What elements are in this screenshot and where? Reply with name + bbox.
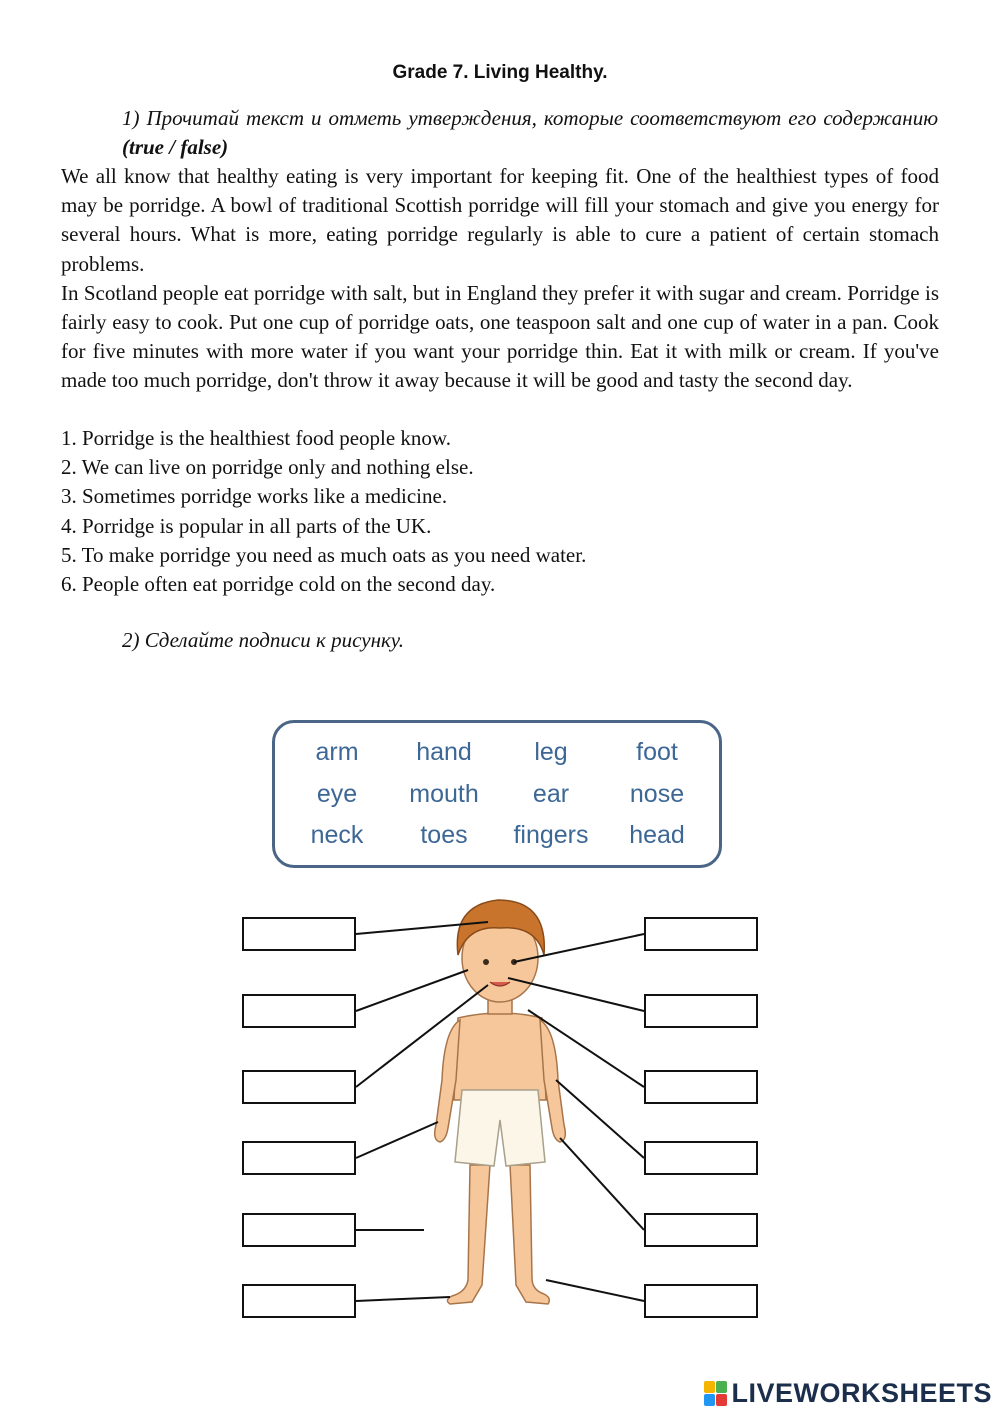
right-leg [510, 1165, 549, 1304]
task2-instruction: 2) Сделайте подписи к рисунку. [122, 628, 405, 652]
word-eye: eye [316, 780, 358, 808]
reading-paragraph-2: In Scotland people eat porridge with salt, but in England they prefer it with sugar and cream. Porridge is fairly easy to cook. Put one cup of porridge oats, one teaspoon salt and one cup of water in a pan. Cook for five minutes with more water if you want your porridge thin. Eat it with milk or cream. If you've made too much porridge, don't throw it away because it will be good and tasty the second day. [61, 280, 939, 393]
task1-instruction [122, 104, 938, 162]
line-left-2 [356, 970, 468, 1011]
statement-1[interactable]: 1. Porridge is the healthiest food people know. [61, 426, 451, 450]
worksheet-title: Grade 7. Living Healthy. [392, 62, 608, 83]
word-leg: leg [534, 738, 568, 766]
answer-box-right-3[interactable] [644, 1070, 758, 1104]
left-eye [483, 959, 489, 965]
answer-box-right-2[interactable] [644, 994, 758, 1028]
line-left-6 [356, 1297, 450, 1301]
word-fingers: fingers [513, 821, 589, 849]
statement-4[interactable]: 4. Porridge is popular in all parts of the UK. [61, 513, 432, 538]
boy-illustration [435, 900, 566, 1304]
statement-6[interactable]: 6. People often eat porridge cold on the second day. [61, 572, 496, 597]
answer-box-left-1[interactable] [242, 917, 356, 951]
liveworksheets-logo-icon [704, 1381, 728, 1407]
answer-box-left-6[interactable] [242, 1284, 356, 1318]
liveworksheets-logo [704, 1378, 992, 1409]
line-right-2 [508, 978, 644, 1011]
statement-5[interactable]: 5. To make porridge you need as much oats as you need water. [61, 542, 587, 567]
statement-2[interactable]: 2. We can live on porridge only and nothing else. [61, 455, 474, 480]
word-ear: ear [532, 780, 570, 808]
line-right-4 [556, 1080, 644, 1158]
word-hand: hand [416, 738, 472, 766]
reading-paragraph-1: We all know that healthy eating is very important for keeping fit. One of the healthiest types of food may be porridge. A bowl of traditional Scottish porridge will fill your stomach and give you energy for several hours. What is more, eating porridge regularly is able to cure a patient of certain stomach problems. [61, 164, 939, 276]
torso [454, 1013, 546, 1100]
answer-box-right-1[interactable] [644, 917, 758, 951]
word-mouth: mouth [409, 780, 479, 808]
task1-instruction-text: 1) Прочитай текст и отметь утверждения, которые соответствуют его содержанию [122, 106, 938, 130]
task1-true-false-label: (true / false) [122, 135, 229, 159]
word-toes: toes [420, 821, 468, 849]
statements-list [61, 424, 939, 599]
answer-box-left-4[interactable] [242, 1141, 356, 1175]
reading-text [61, 162, 939, 396]
answer-box-left-5[interactable] [242, 1213, 356, 1247]
statement-3[interactable]: 3. Sometimes porridge works like a medicine. [61, 484, 448, 509]
word-foot: foot [636, 738, 678, 766]
word-nose: nose [629, 780, 685, 808]
line-left-4 [356, 1122, 438, 1158]
word-neck: neck [310, 821, 364, 849]
answer-box-left-3[interactable] [242, 1070, 356, 1104]
line-right-5 [560, 1138, 644, 1230]
answer-box-right-4[interactable] [644, 1141, 758, 1175]
right-arm [540, 1020, 565, 1142]
left-arm [435, 1020, 460, 1142]
answer-box-right-5[interactable] [644, 1213, 758, 1247]
shorts [455, 1090, 545, 1166]
word-arm: arm [315, 738, 359, 766]
answer-box-right-6[interactable] [644, 1284, 758, 1318]
liveworksheets-brand-text: LIVEWORKSHEETS [731, 1378, 992, 1408]
left-leg [447, 1165, 490, 1304]
word-head: head [629, 821, 685, 849]
line-right-6 [546, 1280, 644, 1301]
answer-box-left-2[interactable] [242, 994, 356, 1028]
